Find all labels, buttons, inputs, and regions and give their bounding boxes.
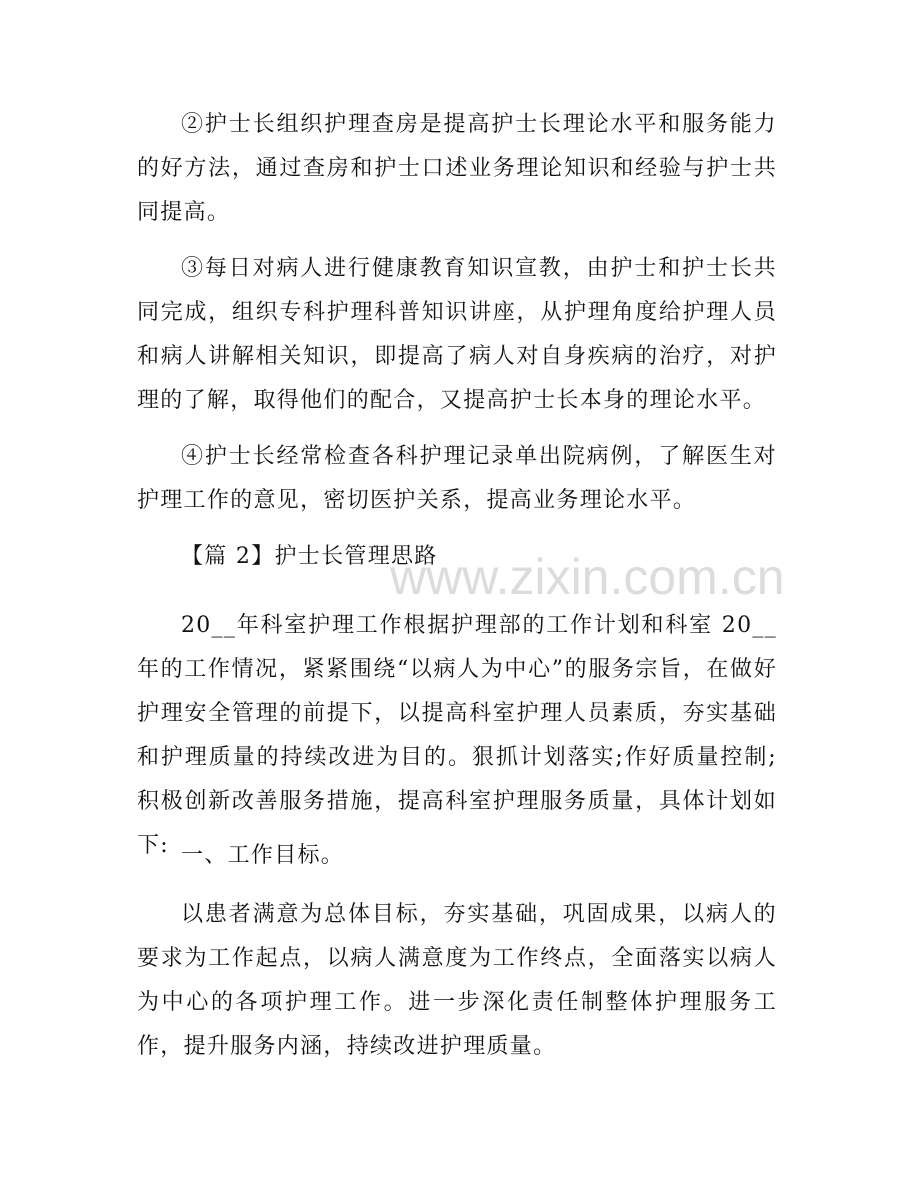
paragraph-work-plan: 20__年科室护理工作根据护理部的工作计划和科室 20__年的工作情况，紧紧围绕“以病人为中心”的服务宗旨，在做好护理安全管理的前提下，以提高科室护理人员素质，夯实基础和护理质量的持续改进为目的。狠抓计划落实;作好质量控制;积极创新改善服务措施，提高科室护理服务质量，具体计划如下:	[137, 613, 777, 858]
subheading-work-goals: 一、工作目标。	[181, 843, 345, 868]
paragraph-health-education: ③每日对病人进行健康教育知识宣教，由护士和护士长共同完成，组织专科护理科普知识讲座，从护理角度给护理人员和病人讲解相关知识，即提高了病人对自身疾病的治疗，对护理的了解，取得他们的配合，又提高护士长本身的理论水平。	[137, 256, 777, 413]
paragraph-record-inspection: ④护士长经常检查各科护理记录单出院病例，了解医生对护理工作的意见，密切医护关系，提高业务理论水平。	[137, 444, 777, 513]
watermark: www.zixin.com.cn	[390, 549, 785, 605]
section-heading: 【篇 2】护士长管理思路	[181, 544, 438, 569]
paragraph-ward-rounds: ②护士长组织护理查房是提高护士长理论水平和服务能力的好方法，通过查房和护士口述业务理论知识和经验与护士共同提高。	[137, 112, 777, 225]
paragraph-work-goals: 以患者满意为总体目标，夯实基础，巩固成果，以病人的要求为工作起点，以病人满意度为工作终点，全面落实以病人为中心的各项护理工作。进一步深化责任制整体护理服务工作，提升服务内涵，持续改进护理质量。	[137, 902, 777, 1059]
